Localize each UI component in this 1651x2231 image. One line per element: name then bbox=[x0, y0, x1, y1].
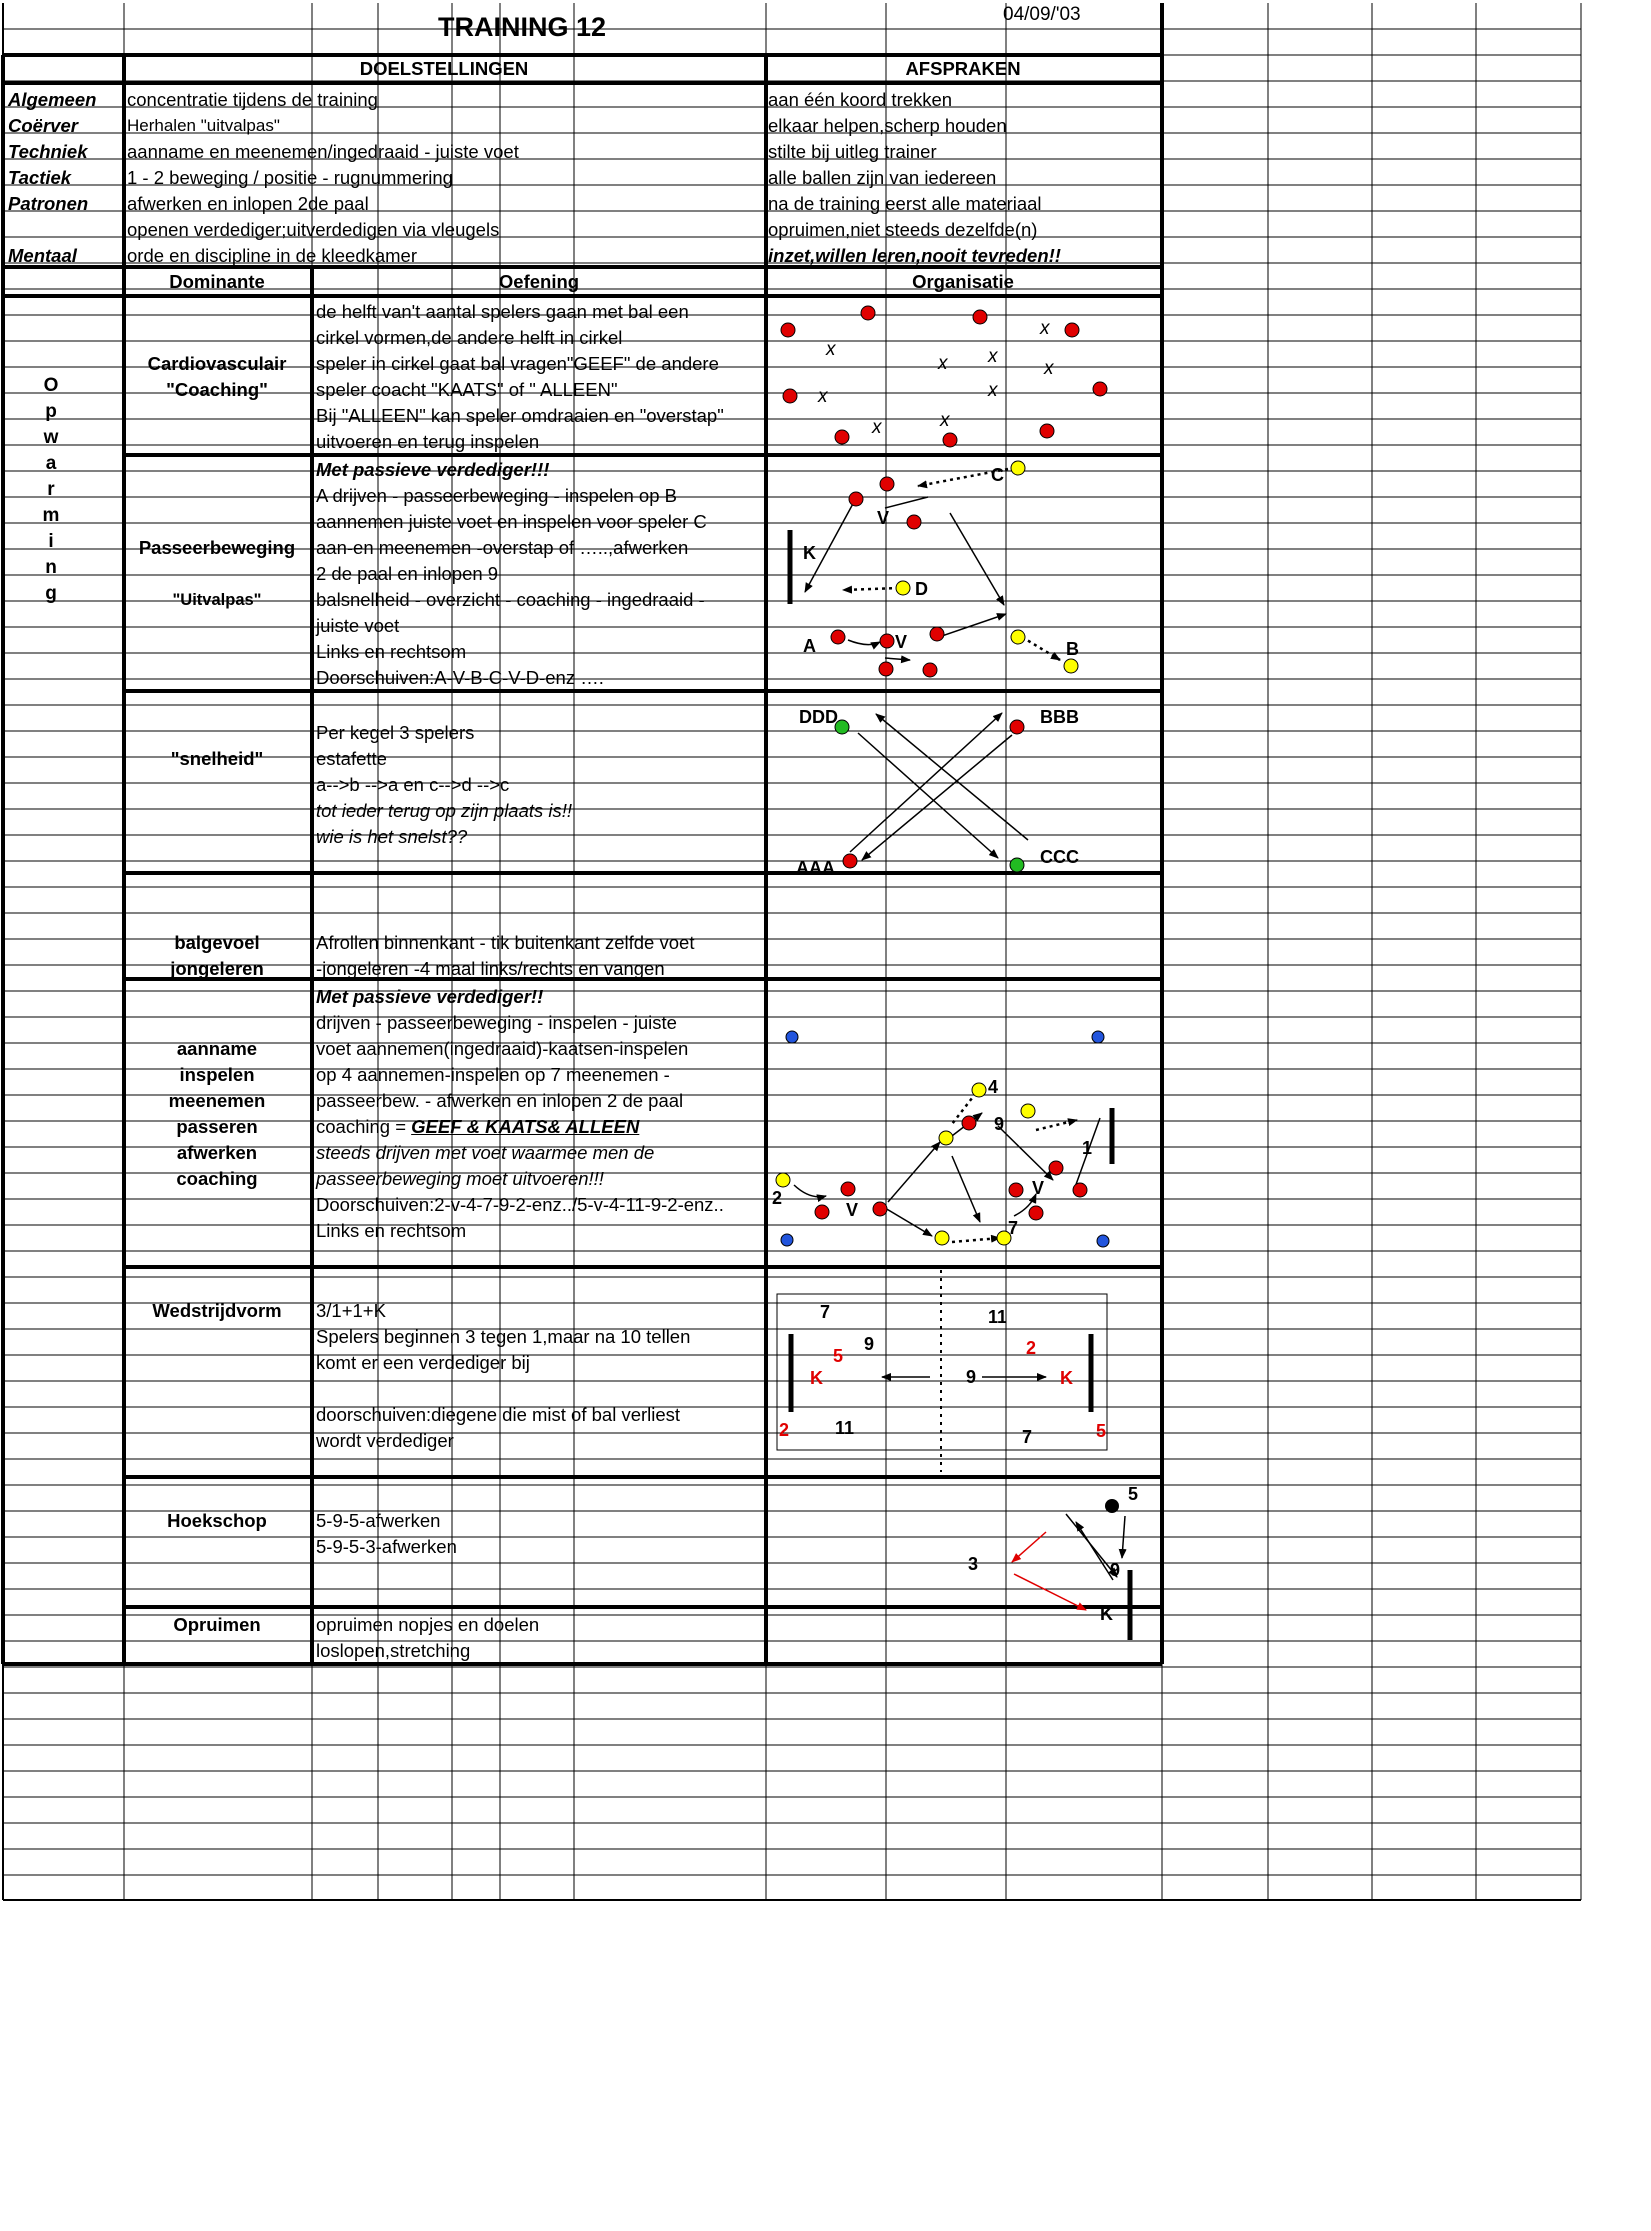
oefening-line: -jongeleren -4 maal links/rechts en vangen bbox=[316, 958, 665, 979]
diagram-cardio bbox=[781, 306, 1107, 447]
player-label: 4 bbox=[988, 1077, 999, 1097]
player-label: 11 bbox=[988, 1307, 1008, 1327]
player-label: K bbox=[1100, 1604, 1113, 1624]
oefening-line: tot ieder terug op zijn plaats is!! bbox=[316, 800, 573, 821]
oefening-line: op 4 aannemen-inspelen op 7 meenemen - bbox=[316, 1064, 670, 1085]
player-dot-yellow bbox=[939, 1131, 953, 1145]
cardio-mark: x bbox=[818, 386, 828, 407]
dotted-pass-line bbox=[1036, 1120, 1077, 1130]
oefening-line: drijven - passeerbeweging - inspelen - juiste bbox=[316, 1012, 677, 1033]
player-dot-red bbox=[849, 492, 863, 506]
player-dot-blue bbox=[1097, 1235, 1109, 1247]
player-label: K bbox=[1060, 1368, 1073, 1388]
player-label: 2 bbox=[772, 1188, 783, 1208]
player-label: V bbox=[846, 1200, 859, 1220]
objective-category: Algemeen bbox=[8, 89, 97, 110]
oefening-line: juiste voet bbox=[316, 615, 400, 636]
pass-arrow-red bbox=[1012, 1532, 1046, 1562]
run-arrow bbox=[876, 714, 1028, 840]
oefening-line: Afrollen binnenkant - tik buitenkant zelfde voet bbox=[316, 932, 695, 953]
player-label: D bbox=[915, 579, 928, 599]
dominante-label: "Coaching" bbox=[166, 379, 268, 400]
player-dot-yellow bbox=[1011, 461, 1025, 475]
objective-afspraak: inzet,willen leren,nooit tevreden!! bbox=[768, 245, 1061, 266]
dotted-pass-line bbox=[952, 1238, 1000, 1242]
oefening-line: loslopen,stretching bbox=[316, 1640, 471, 1661]
dominante-label: aanname bbox=[176, 1038, 258, 1059]
oefening-line: 2 de paal en inlopen 9 bbox=[316, 563, 499, 584]
dominante-label: balgevoel bbox=[174, 932, 260, 953]
training-date: 04/09/'03 bbox=[1003, 4, 1081, 25]
objective-afspraak: opruimen,niet steeds dezelfde(n) bbox=[768, 219, 1038, 240]
objective-doel: openen verdediger;uitverdedigen via vleugels bbox=[127, 219, 500, 240]
player-label: 7 bbox=[820, 1302, 831, 1322]
player-dot-red bbox=[781, 323, 795, 337]
opwarming-letter: w bbox=[43, 427, 59, 448]
player-dot-red bbox=[1093, 382, 1107, 396]
objective-afspraak: aan één koord trekken bbox=[768, 89, 953, 110]
player-dot-yellow bbox=[935, 1231, 949, 1245]
player-label: 2 bbox=[1026, 1338, 1037, 1358]
player-label: 9 bbox=[1110, 1560, 1121, 1580]
oefening-line: passeerbeweging moet uitvoeren!!! bbox=[316, 1168, 604, 1189]
cardio-mark: x bbox=[940, 410, 950, 431]
oefening-line: 3/1+1+K bbox=[316, 1300, 386, 1321]
player-dot-red bbox=[843, 854, 857, 868]
oefening-line: komt er een verdediger bij bbox=[316, 1352, 530, 1373]
oefening-line: uitvoeren en terug inspelen bbox=[316, 431, 540, 452]
player-label: 11 bbox=[835, 1418, 855, 1438]
player-dot-red bbox=[962, 1116, 976, 1130]
oefening-line: wordt verdediger bbox=[316, 1430, 454, 1451]
oefening-line: 5-9-5-afwerken bbox=[316, 1510, 441, 1531]
dominante-label: Passeerbeweging bbox=[138, 537, 296, 558]
dominante-label: "Uitvalpas" bbox=[172, 591, 262, 609]
oefening-line: A drijven - passeerbeweging - inspelen op B bbox=[316, 485, 677, 506]
cardio-mark: x bbox=[988, 346, 998, 367]
player-dot-red bbox=[880, 477, 894, 491]
player-dot-red bbox=[879, 662, 893, 676]
player-label: C bbox=[991, 465, 1004, 485]
player-label: 5 bbox=[1096, 1421, 1107, 1441]
player-label: 9 bbox=[966, 1367, 977, 1387]
player-dot-red bbox=[861, 306, 875, 320]
player-dot-red bbox=[1049, 1161, 1063, 1175]
player-dot-blue bbox=[786, 1031, 798, 1043]
oefening-line: Spelers beginnen 3 tegen 1,maar na 10 tellen bbox=[316, 1326, 691, 1347]
opwarming-letter: O bbox=[43, 375, 59, 396]
cardio-mark: x bbox=[826, 339, 836, 360]
organisatie-header: Organisatie bbox=[912, 271, 1014, 292]
dominante-label: jongeleren bbox=[170, 958, 264, 979]
oefening-line: Doorschuiven:2-v-4-7-9-2-enz../5-v-4-11-9-2-enz.. bbox=[316, 1194, 724, 1215]
pass-arrow bbox=[885, 1208, 932, 1236]
diagram-wedstrijd bbox=[777, 1270, 1107, 1472]
dominante-label: coaching bbox=[176, 1168, 258, 1189]
objective-doel: concentratie tijdens de training bbox=[127, 89, 378, 110]
oefening-line: Met passieve verdediger!!! bbox=[316, 459, 550, 480]
opwarming-letter: i bbox=[48, 531, 54, 552]
coaching-emphasis: GEEF & KAATS& ALLEEN bbox=[411, 1116, 640, 1137]
cardio-mark: x bbox=[988, 380, 998, 401]
objective-category: Techniek bbox=[8, 141, 88, 162]
run-arrow bbox=[862, 735, 1012, 860]
player-label: 9 bbox=[994, 1114, 1005, 1134]
pass-arrow bbox=[1122, 1516, 1125, 1558]
dotted-pass-line bbox=[1022, 637, 1060, 660]
pass-arrow bbox=[1076, 1522, 1113, 1580]
doelstellingen-header: DOELSTELLINGEN bbox=[359, 58, 529, 79]
player-dot-yellow bbox=[972, 1083, 986, 1097]
oefening-line: voet aannemen(ingedraaid)-kaatsen-inspelen bbox=[316, 1038, 689, 1059]
oefening-line: speler coacht "KAATS" of " ALLEEN" bbox=[316, 379, 618, 400]
pass-arrow bbox=[952, 1156, 980, 1222]
player-dot-red bbox=[783, 389, 797, 403]
dominante-header: Dominante bbox=[169, 271, 265, 292]
player-dot-red bbox=[923, 663, 937, 677]
objective-doel: 1 - 2 beweging / positie - rugnummering bbox=[127, 167, 453, 188]
objective-afspraak: elkaar helpen,scherp houden bbox=[768, 115, 1007, 136]
player-dot-red bbox=[880, 634, 894, 648]
player-label: A bbox=[803, 636, 816, 656]
objective-category: Patronen bbox=[8, 193, 89, 214]
cardio-mark: x bbox=[872, 417, 882, 438]
dominante-label: Cardiovasculair bbox=[147, 353, 287, 374]
afspraken-header: AFSPRAKEN bbox=[905, 58, 1021, 79]
dotted-pass-line bbox=[843, 588, 899, 590]
pass-arrow bbox=[888, 1142, 940, 1202]
pass-arrow-red bbox=[1014, 1574, 1086, 1610]
oefening-line: steeds drijven met voet waarmee men de bbox=[316, 1142, 655, 1163]
player-dot-red bbox=[907, 515, 921, 529]
player-dot-red bbox=[873, 1202, 887, 1216]
oefening-line: Met passieve verdediger!! bbox=[316, 986, 544, 1007]
dominante-label: afwerken bbox=[176, 1142, 258, 1163]
opwarming-letter: n bbox=[45, 557, 57, 578]
player-dot-yellow bbox=[776, 1173, 790, 1187]
player-label: V bbox=[877, 508, 890, 528]
oefening-line: Links en rechtsom bbox=[316, 1220, 467, 1241]
opwarming-letter: m bbox=[42, 505, 60, 526]
objective-afspraak: alle ballen zijn van iedereen bbox=[768, 167, 997, 188]
player-dot-red bbox=[815, 1205, 829, 1219]
player-label: 1 bbox=[1082, 1138, 1093, 1158]
opwarming-letter: r bbox=[47, 479, 55, 500]
oefening-line: doorschuiven:diegene die mist of bal verliest bbox=[316, 1404, 681, 1425]
dominante-label: passeren bbox=[176, 1116, 258, 1137]
oefening-header: Oefening bbox=[498, 271, 580, 292]
player-label: 5 bbox=[833, 1346, 844, 1366]
player-dot-red bbox=[1009, 1183, 1023, 1197]
oefening-line: 5-9-5-3-afwerken bbox=[316, 1536, 457, 1557]
pass-arrow bbox=[794, 1185, 826, 1197]
pass-arrow bbox=[885, 497, 928, 508]
player-dot-yellow bbox=[896, 581, 910, 595]
objective-afspraak: na de training eerst alle materiaal bbox=[768, 193, 1042, 214]
cone-label: CCC bbox=[1040, 847, 1079, 867]
cardio-mark: x bbox=[938, 353, 948, 374]
page-title: TRAINING 12 bbox=[438, 12, 607, 42]
player-label: 3 bbox=[968, 1554, 979, 1574]
oefening-line: speler in cirkel gaat bal vragen"GEEF" de andere bbox=[316, 353, 719, 374]
dominante-label: meenemen bbox=[168, 1090, 266, 1111]
player-label: 5 bbox=[1128, 1484, 1139, 1504]
oefening-line: Links en rechtsom bbox=[316, 641, 467, 662]
diagram-passeer bbox=[790, 461, 1079, 677]
player-dot-yellow bbox=[1064, 659, 1078, 673]
player-dot-red bbox=[1010, 720, 1024, 734]
oefening-line: estafette bbox=[316, 748, 387, 769]
pass-arrow bbox=[885, 658, 910, 660]
pass-arrow bbox=[936, 614, 1006, 638]
objective-doel: orde en discipline in de kleedkamer bbox=[127, 245, 418, 266]
objective-afspraak: stilte bij uitleg trainer bbox=[768, 141, 937, 162]
player-dot-red bbox=[1073, 1183, 1087, 1197]
oefening-line: Per kegel 3 spelers bbox=[316, 722, 475, 743]
player-dot-red bbox=[841, 1182, 855, 1196]
player-label: 7 bbox=[1022, 1427, 1033, 1447]
dominante-label: inspelen bbox=[179, 1064, 255, 1085]
player-dot-blue bbox=[781, 1234, 793, 1246]
diagram-snelheid bbox=[796, 707, 1079, 878]
dominante-label: "snelheid" bbox=[170, 748, 264, 769]
objective-doel: afwerken en inlopen 2de paal bbox=[127, 193, 369, 214]
opwarming-letter: a bbox=[45, 453, 57, 474]
diagram-hoek bbox=[968, 1484, 1138, 1640]
oefening-line: Bij "ALLEEN" kan speler omdraaien en "overstap" bbox=[316, 405, 724, 426]
oefening-line: passeerbew. - afwerken en inlopen 2 de paal bbox=[316, 1090, 684, 1111]
run-arrow bbox=[858, 733, 998, 858]
objective-doel: aanname en meenemen/ingedraaid - juiste voet bbox=[127, 141, 519, 162]
oefening-line: opruimen nopjes en doelen bbox=[316, 1614, 540, 1635]
cone-label: DDD bbox=[799, 707, 838, 727]
objective-category: Tactiek bbox=[8, 167, 72, 188]
oefening-line: Doorschuiven:A-V-B-C-V-D-enz …. bbox=[316, 667, 604, 688]
opwarming-letter: p bbox=[45, 401, 57, 422]
player-dot-red bbox=[831, 630, 845, 644]
opwarming-letter: g bbox=[45, 583, 57, 604]
oefening-line: aan-en meenemen -overstap of …..,afwerken bbox=[316, 537, 689, 558]
dominante-label: Hoekschop bbox=[167, 1510, 267, 1531]
pass-arrow bbox=[998, 1126, 1053, 1180]
cardio-mark: x bbox=[1044, 358, 1054, 379]
player-label: B bbox=[1066, 639, 1079, 659]
player-label: K bbox=[803, 543, 816, 563]
player-label: V bbox=[895, 632, 908, 652]
oefening-line: cirkel vormen,de andere helft in cirkel bbox=[316, 327, 623, 348]
pass-arrow bbox=[950, 513, 1004, 605]
oefening-line: wie is het snelst?? bbox=[316, 826, 468, 847]
objective-doel: Herhalen "uitvalpas" bbox=[127, 116, 280, 135]
player-dot-green bbox=[1010, 858, 1024, 872]
player-dot-red bbox=[835, 430, 849, 444]
oefening-line: de helft van't aantal spelers gaan met bal een bbox=[316, 301, 689, 322]
objective-category: Mentaal bbox=[8, 245, 77, 266]
run-arrow bbox=[850, 713, 1002, 852]
dominante-label: Wedstrijdvorm bbox=[152, 1300, 282, 1321]
cone-label: BBB bbox=[1040, 707, 1079, 727]
dominante-label: Opruimen bbox=[173, 1614, 261, 1635]
objective-category: Coërver bbox=[8, 115, 78, 136]
player-label: K bbox=[810, 1368, 823, 1388]
player-label: V bbox=[1032, 1178, 1045, 1198]
cardio-mark: x bbox=[1040, 318, 1050, 339]
oefening-line: aannemen juiste voet en inspelen voor speler C bbox=[316, 511, 707, 532]
player-dot-red bbox=[943, 433, 957, 447]
oefening-line: a-->b -->a en c-->d -->c bbox=[316, 774, 510, 795]
cone-label: AAA bbox=[796, 858, 835, 878]
player-label: 2 bbox=[779, 1420, 790, 1440]
player-dot-red bbox=[973, 310, 987, 324]
player-dot-yellow bbox=[1011, 630, 1025, 644]
player-dot-blue bbox=[1092, 1031, 1104, 1043]
oefening-line: balsnelheid - overzicht - coaching - ingedraaid - bbox=[316, 589, 705, 610]
coaching-prefix: coaching = bbox=[316, 1116, 412, 1137]
player-label: 9 bbox=[864, 1334, 875, 1354]
player-dot-red bbox=[1065, 323, 1079, 337]
player-dot-red bbox=[1029, 1206, 1043, 1220]
ball-dot bbox=[1105, 1499, 1119, 1513]
player-dot-red bbox=[930, 627, 944, 641]
diagram-aanname bbox=[772, 1031, 1112, 1247]
pass-arrow bbox=[848, 640, 880, 645]
player-label: 7 bbox=[1008, 1218, 1019, 1238]
player-dot-yellow bbox=[1021, 1104, 1035, 1118]
player-dot-red bbox=[1040, 424, 1054, 438]
